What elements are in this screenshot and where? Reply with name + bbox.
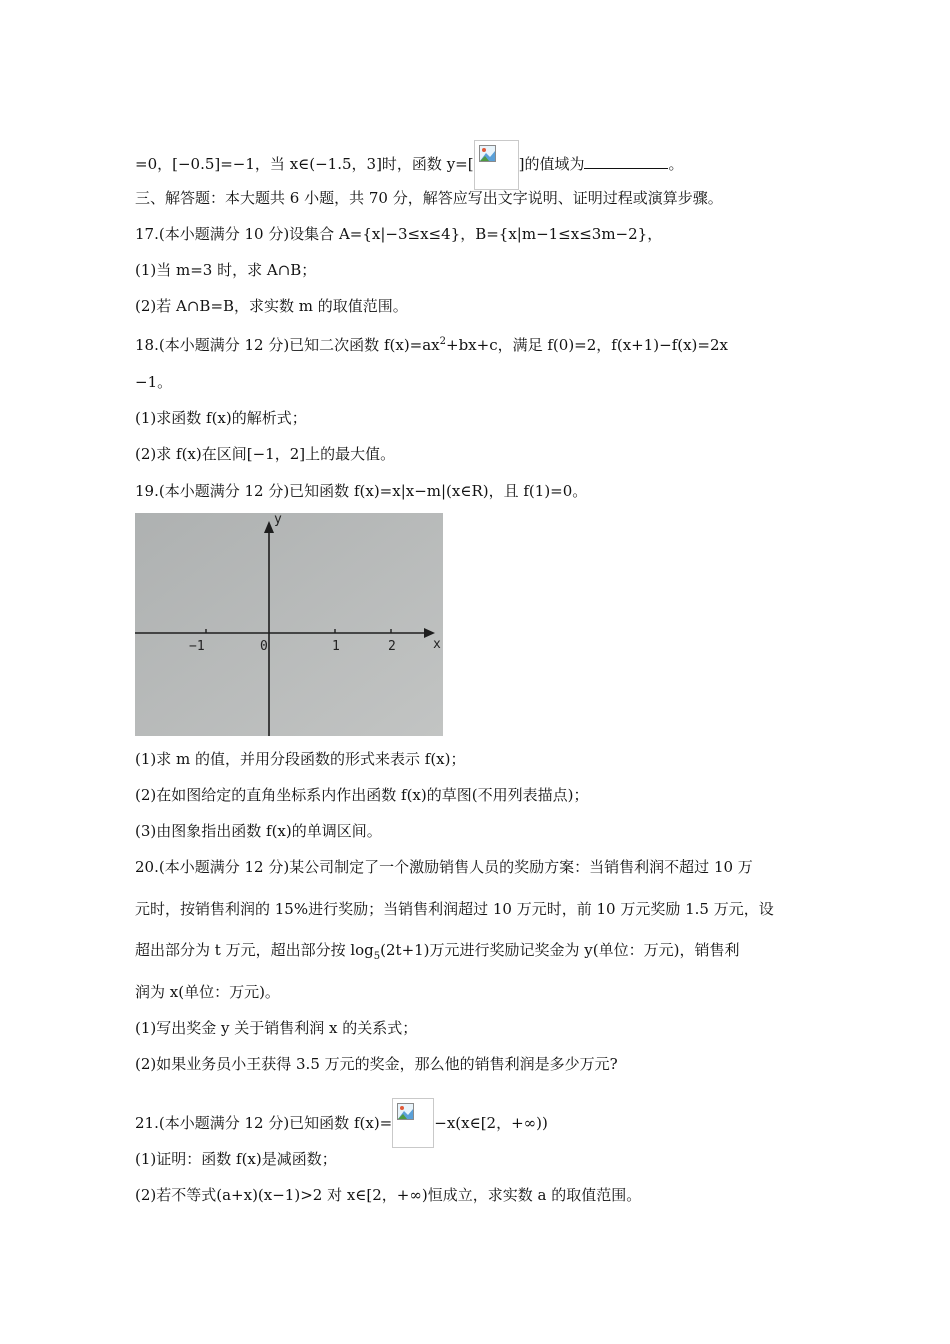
q18-stem-a: 18.(本小题满分 12 分)已知二次函数 f(x)=ax [135, 336, 440, 354]
q19-stem: 19.(本小题满分 12 分)已知函数 f(x)=x|x−m|(x∈R)，且 f(1)=0。 [135, 482, 588, 500]
section-3-heading: 三、解答题：本大题共 6 小题，共 70 分，解答应写出文字说明、证明过程或演算步骤。 [135, 189, 723, 207]
image-placeholder-icon [397, 1103, 414, 1120]
q16-text-c: 。 [668, 155, 684, 173]
tick-label-neg1: −1 [189, 639, 205, 654]
q18-part1: (1)求函数 f(x)的解析式； [135, 409, 307, 427]
tick-label-1: 1 [332, 639, 340, 654]
q20-part1: (1)写出奖金 y 关于销售利润 x 的关系式； [135, 1019, 418, 1037]
q21-stem-a: 21.(本小题满分 12 分)已知函数 f(x)= [135, 1114, 393, 1132]
q20-part2: (2)如果业务员小王获得 3.5 万元的奖金，那么他的销售利润是多少万元? [135, 1055, 618, 1073]
q18-stem-b: +bx+c，满足 f(0)=2，f(x+1)−f(x)=2x [446, 336, 728, 354]
q18-part2: (2)求 f(x)在区间[−1，2]上的最大值。 [135, 445, 396, 463]
q17-part1: (1)当 m=3 时，求 A∩B； [135, 261, 317, 279]
answer-blank [584, 154, 668, 169]
q21-part1: (1)证明：函数 f(x)是减函数； [135, 1150, 337, 1168]
q21-stem-b: −x(x∈[2，+∞)) [434, 1114, 548, 1132]
q19-part1: (1)求 m 的值，并用分段函数的形式来表示 f(x)； [135, 750, 466, 768]
q17-part2: (2)若 A∩B=B，求实数 m 的取值范围。 [135, 297, 408, 315]
tick-label-2: 2 [388, 639, 396, 654]
broken-image-icon [392, 1098, 434, 1148]
q18-stem [135, 332, 728, 355]
q16-continuation [135, 140, 683, 190]
tick-label-0: 0 [260, 639, 268, 654]
q18-superscript: 2 [439, 336, 447, 347]
y-axis-label: y [274, 513, 282, 527]
q18-stem-cont: −1。 [135, 373, 173, 391]
q20-log-base: 5 [373, 951, 381, 962]
q21-stem [135, 1098, 548, 1148]
q20-line2: 元时，按销售利润的 15%进行奖励；当销售利润超过 10 万元时，前 10 万元奖励 1.5 万元，设 [135, 900, 774, 918]
image-placeholder-icon [479, 145, 496, 162]
q20-line1: 20.(本小题满分 12 分)某公司制定了一个激励销售人员的奖励方案：当销售利润不超过 10 万 [135, 858, 753, 876]
x-axis-label: x [433, 637, 441, 652]
q21-part2: (2)若不等式(a+x)(x−1)>2 对 x∈[2，+∞)恒成立，求实数 a 的取值范围。 [135, 1186, 642, 1204]
q20-line4: 润为 x(单位：万元)。 [135, 983, 280, 1001]
q17-stem: 17.(本小题满分 10 分)设集合 A={x|−3≤x≤4}，B={x|m−1≤x≤3m−2}， [135, 225, 663, 243]
broken-image-icon [474, 140, 519, 190]
q19-part3: (3)由图象指出函数 f(x)的单调区间。 [135, 822, 382, 840]
q19-part2: (2)在如图给定的直角坐标系内作出函数 f(x)的草图(不用列表描点)； [135, 786, 589, 804]
q16-text-a: =0，[−0.5]=−1，当 x∈(−1.5，3]时，函数 y=[ [135, 155, 474, 173]
q16-text-b: ]的值域为 [518, 155, 585, 173]
q20-line3-a: 超出部分为 t 万元，超出部分按 log [135, 941, 374, 959]
coordinate-graph-photo [135, 513, 443, 736]
q20-line3-b: (2t+1)万元进行奖励记奖金为 y(单位：万元)，销售利 [380, 941, 740, 959]
coordinate-axes [135, 513, 443, 736]
q20-line3 [135, 940, 739, 967]
